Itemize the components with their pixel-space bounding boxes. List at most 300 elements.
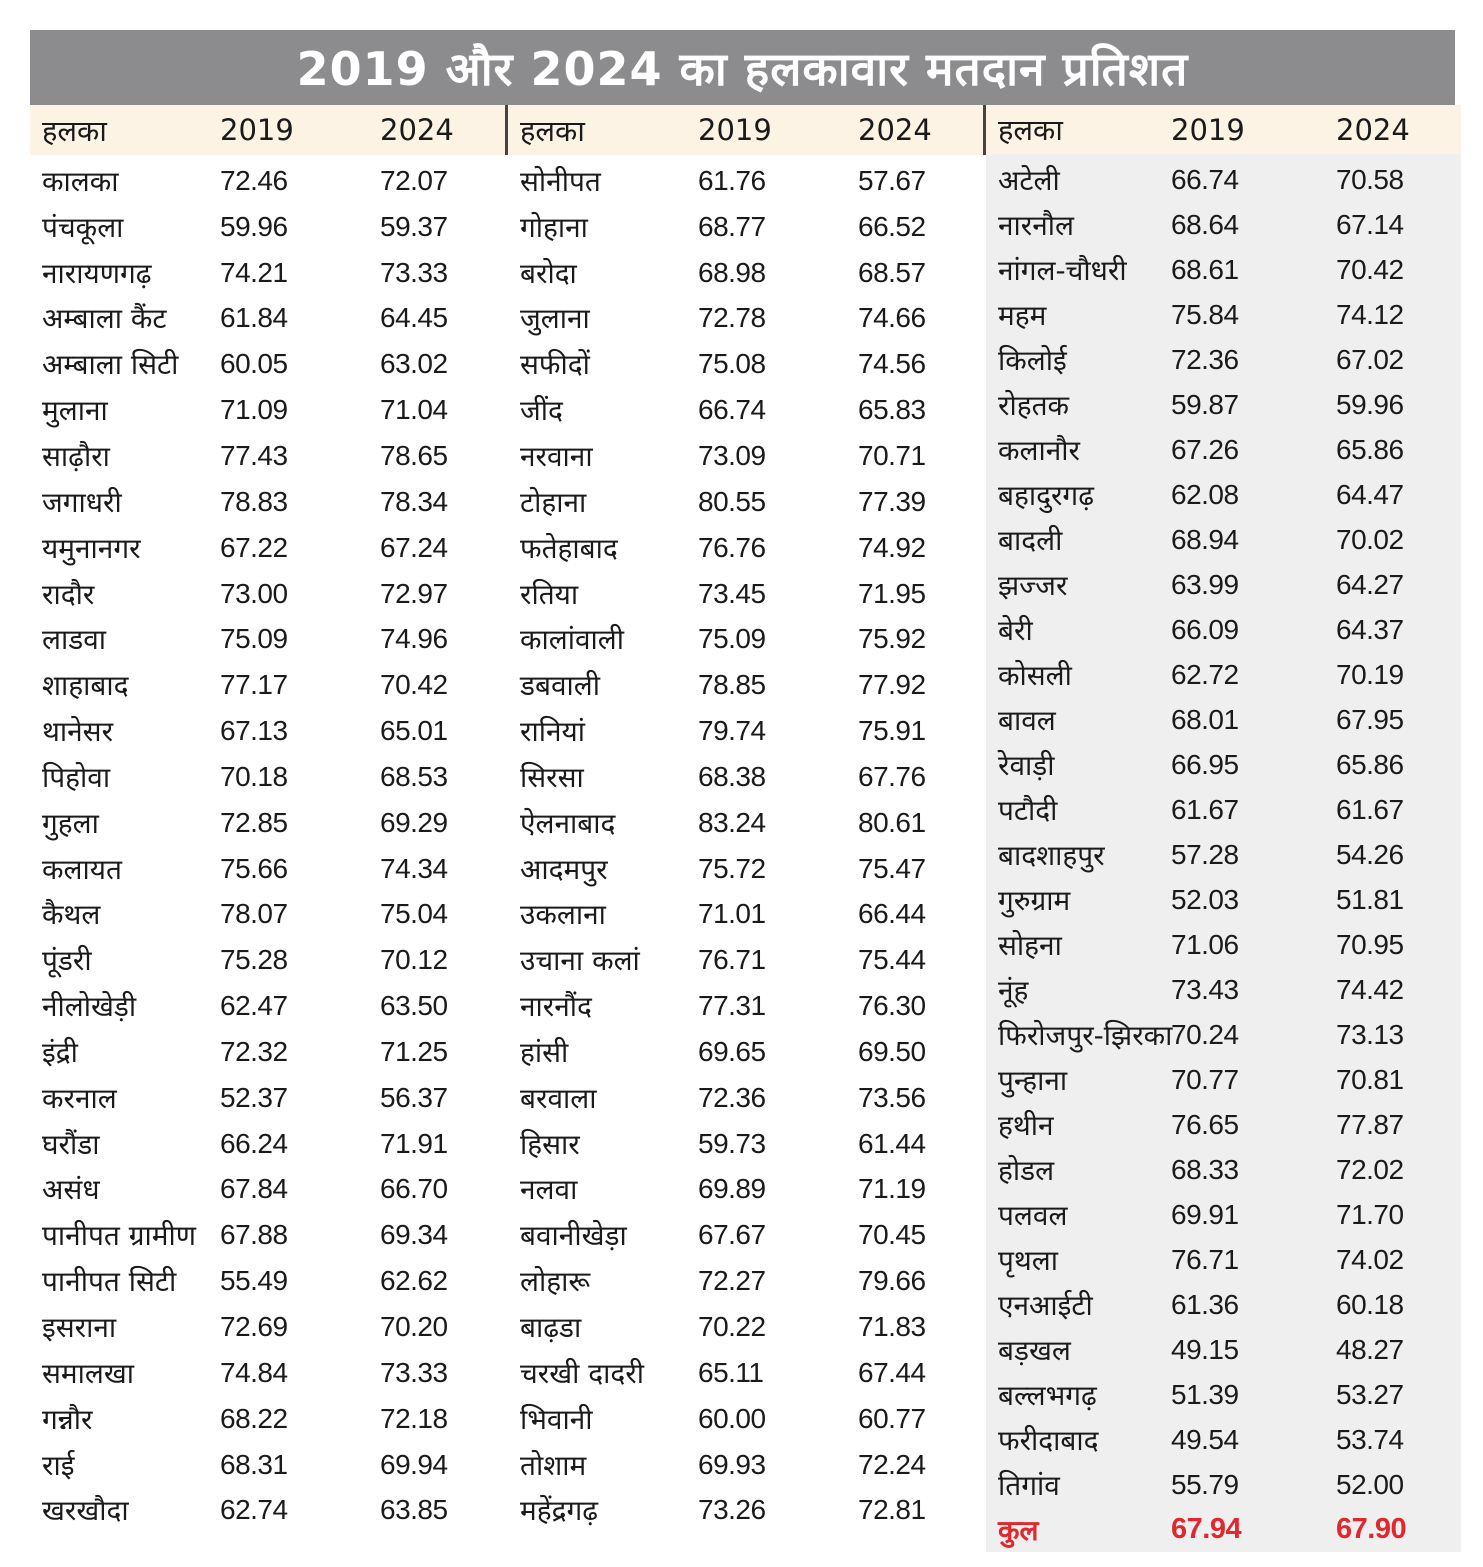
- turnout-2024: 51.81: [1336, 883, 1404, 915]
- turnout-2024: 71.04: [380, 394, 448, 426]
- turnout-2024: 63.85: [380, 1494, 448, 1526]
- constituency-name: लोहारू: [520, 1265, 591, 1299]
- turnout-2019: 76.65: [1171, 1108, 1239, 1140]
- turnout-2019: 75.08: [698, 348, 766, 380]
- constituency-name: पृथला: [998, 1243, 1059, 1277]
- constituency-name: हांसी: [520, 1035, 569, 1069]
- table-row: [30, 250, 508, 296]
- table-row: [30, 983, 508, 1029]
- constituency-name: जींद: [520, 394, 563, 428]
- turnout-2024: 71.25: [380, 1035, 448, 1067]
- constituency-name: नलवा: [520, 1173, 578, 1207]
- turnout-2024: 65.01: [380, 715, 448, 747]
- turnout-2019: 51.39: [1171, 1378, 1239, 1410]
- turnout-2019: 73.45: [698, 577, 766, 609]
- table-row: [508, 846, 986, 892]
- turnout-2019: 67.88: [220, 1219, 288, 1251]
- turnout-2019: 76.71: [1171, 1243, 1239, 1275]
- total-2019: 67.94: [1171, 1513, 1242, 1546]
- constituency-name: बरवाला: [520, 1081, 597, 1115]
- turnout-2024: 53.74: [1336, 1423, 1404, 1455]
- table-row: [986, 1372, 1461, 1417]
- constituency-name: अम्बाला सिटी: [42, 348, 179, 382]
- turnout-2024: 63.02: [380, 348, 448, 380]
- constituency-name: आदमपुर: [520, 852, 608, 886]
- column-1: [30, 105, 508, 1552]
- turnout-2024: 64.45: [380, 302, 448, 334]
- constituency-name: इंद्री: [42, 1035, 78, 1069]
- constituency-name: उकलाना: [520, 898, 606, 932]
- constituency-name: भिवानी: [520, 1402, 593, 1436]
- turnout-2019: 59.87: [1171, 388, 1239, 420]
- turnout-table: [30, 30, 1455, 1552]
- turnout-2024: 75.92: [858, 623, 926, 655]
- table-row: [30, 296, 508, 342]
- turnout-2019: 72.27: [698, 1265, 766, 1297]
- turnout-2019: 68.33: [1171, 1153, 1239, 1185]
- turnout-2024: 74.34: [380, 852, 448, 884]
- table-row: [986, 562, 1461, 607]
- turnout-2019: 59.73: [698, 1127, 766, 1159]
- table-row: [986, 427, 1461, 472]
- turnout-2024: 71.70: [1336, 1198, 1404, 1230]
- constituency-name: महम: [998, 298, 1047, 332]
- turnout-2019: 67.84: [220, 1173, 288, 1205]
- turnout-2019: 72.69: [220, 1311, 288, 1343]
- turnout-2024: 60.18: [1336, 1288, 1404, 1320]
- turnout-2019: 75.09: [220, 623, 288, 655]
- table-row: [508, 387, 986, 433]
- turnout-2019: 69.93: [698, 1448, 766, 1480]
- constituency-name: नूंह: [998, 973, 1029, 1007]
- turnout-2019: 72.85: [220, 806, 288, 838]
- constituency-name: गुरुग्राम: [998, 883, 1071, 917]
- constituency-name: नारनौल: [998, 208, 1075, 242]
- constituency-name: इसराना: [42, 1311, 117, 1345]
- turnout-2019: 52.37: [220, 1081, 288, 1113]
- table-row: [30, 708, 508, 754]
- constituency-name: कलानौर: [998, 433, 1080, 467]
- constituency-name: खरखौदा: [42, 1494, 129, 1528]
- turnout-2024: 73.13: [1336, 1018, 1404, 1050]
- constituency-name: महेंद्रगढ़: [520, 1494, 599, 1528]
- turnout-2024: 80.61: [858, 806, 926, 838]
- turnout-2024: 67.14: [1336, 208, 1404, 240]
- turnout-2024: 74.66: [858, 302, 926, 334]
- table-row: [986, 382, 1461, 427]
- turnout-2019: 70.18: [220, 760, 288, 792]
- turnout-2024: 72.24: [858, 1448, 926, 1480]
- table-columns: [30, 105, 1455, 1552]
- constituency-name: बल्लभगढ़: [998, 1378, 1097, 1412]
- turnout-2024: 61.67: [1336, 793, 1404, 825]
- total-2024: 67.90: [1336, 1513, 1407, 1546]
- constituency-name: पटौदी: [998, 793, 1058, 827]
- table-row: [30, 525, 508, 571]
- constituency-name: गुहला: [42, 806, 99, 840]
- turnout-2024: 48.27: [1336, 1333, 1404, 1365]
- turnout-2019: 59.96: [220, 210, 288, 242]
- turnout-2019: 71.09: [220, 394, 288, 426]
- table-row: [508, 1075, 986, 1121]
- header-2019: 2019: [1171, 112, 1245, 147]
- table-row: [30, 204, 508, 250]
- constituency-name: बादशाहपुर: [998, 838, 1105, 872]
- table-row: [508, 1258, 986, 1304]
- turnout-2019: 67.26: [1171, 433, 1239, 465]
- turnout-2019: 75.84: [1171, 298, 1239, 330]
- turnout-2024: 57.67: [858, 164, 926, 196]
- constituency-name: शाहाबाद: [42, 669, 129, 703]
- turnout-2024: 61.44: [858, 1127, 926, 1159]
- table-row: [508, 1396, 986, 1442]
- turnout-2019: 60.00: [698, 1402, 766, 1434]
- turnout-2019: 66.95: [1171, 748, 1239, 780]
- constituency-name: तोशाम: [520, 1448, 587, 1482]
- turnout-2024: 62.62: [380, 1265, 448, 1297]
- constituency-name: गन्नौर: [42, 1402, 93, 1436]
- constituency-name: बरोदा: [520, 256, 577, 290]
- table-row: [508, 708, 986, 754]
- turnout-2024: 70.81: [1336, 1063, 1404, 1095]
- turnout-2024: 65.86: [1336, 748, 1404, 780]
- constituency-name: जुलाना: [520, 302, 590, 336]
- table-row: [508, 754, 986, 800]
- table-row: [986, 337, 1461, 382]
- constituency-name: चरखी दादरी: [520, 1356, 644, 1390]
- turnout-2024: 73.56: [858, 1081, 926, 1113]
- turnout-2024: 72.07: [380, 164, 448, 196]
- turnout-2024: 77.92: [858, 669, 926, 701]
- turnout-2024: 70.12: [380, 944, 448, 976]
- constituency-name: उचाना कलां: [520, 944, 640, 978]
- turnout-2024: 70.95: [1336, 928, 1404, 960]
- turnout-2019: 68.31: [220, 1448, 288, 1480]
- table-row: [986, 922, 1461, 967]
- table-row: [986, 292, 1461, 337]
- table-row: [508, 479, 986, 525]
- table-row: [508, 1029, 986, 1075]
- table-row: [508, 983, 986, 1029]
- turnout-2024: 71.19: [858, 1173, 926, 1205]
- turnout-2019: 71.01: [698, 898, 766, 930]
- column-header: [986, 105, 1461, 154]
- turnout-2019: 67.13: [220, 715, 288, 747]
- turnout-2024: 69.29: [380, 806, 448, 838]
- turnout-2019: 73.09: [698, 439, 766, 471]
- table-row: [508, 892, 986, 938]
- turnout-2024: 59.37: [380, 210, 448, 242]
- table-row: [508, 341, 986, 387]
- turnout-2024: 64.47: [1336, 478, 1404, 510]
- constituency-name: रेवाड़ी: [998, 748, 1055, 782]
- turnout-2019: 75.66: [220, 852, 288, 884]
- turnout-2019: 66.24: [220, 1127, 288, 1159]
- table-row: [986, 1462, 1461, 1507]
- table-row: [30, 1029, 508, 1075]
- constituency-name: हथीन: [998, 1108, 1054, 1142]
- turnout-2019: 68.64: [1171, 208, 1239, 240]
- turnout-2024: 70.71: [858, 439, 926, 471]
- constituency-name: पुन्हाना: [998, 1063, 1068, 1097]
- turnout-2019: 49.15: [1171, 1333, 1239, 1365]
- table-row: [508, 1304, 986, 1350]
- table-row: [30, 662, 508, 708]
- table-row: [986, 1147, 1461, 1192]
- turnout-2019: 77.31: [698, 990, 766, 1022]
- constituency-name: ऐलनाबाद: [520, 806, 616, 840]
- turnout-2019: 75.72: [698, 852, 766, 884]
- column-rows: [508, 155, 986, 1533]
- turnout-2024: 68.57: [858, 256, 926, 288]
- turnout-2024: 70.20: [380, 1311, 448, 1343]
- turnout-2019: 61.36: [1171, 1288, 1239, 1320]
- turnout-2019: 68.98: [698, 256, 766, 288]
- table-row: [30, 800, 508, 846]
- table-row: [986, 967, 1461, 1012]
- table-row: [30, 1442, 508, 1488]
- column-header: [508, 105, 986, 155]
- turnout-2019: 83.24: [698, 806, 766, 838]
- table-row: [986, 517, 1461, 562]
- table-row: [508, 937, 986, 983]
- constituency-name: घरौंडा: [42, 1127, 100, 1161]
- turnout-2024: 73.33: [380, 256, 448, 288]
- turnout-2019: 68.01: [1171, 703, 1239, 735]
- turnout-2024: 77.39: [858, 485, 926, 517]
- turnout-2019: 70.77: [1171, 1063, 1239, 1095]
- turnout-2024: 74.02: [1336, 1243, 1404, 1275]
- turnout-2019: 62.74: [220, 1494, 288, 1526]
- turnout-2024: 69.94: [380, 1448, 448, 1480]
- constituency-name: टोहाना: [520, 485, 587, 519]
- turnout-2019: 61.84: [220, 302, 288, 334]
- turnout-2019: 62.47: [220, 990, 288, 1022]
- table-row: [30, 387, 508, 433]
- constituency-name: फरीदाबाद: [998, 1423, 1099, 1457]
- table-row: [30, 1350, 508, 1396]
- constituency-name: अटेली: [998, 163, 1060, 197]
- turnout-2019: 68.38: [698, 760, 766, 792]
- constituency-name: रोहतक: [998, 388, 1070, 422]
- table-row: [30, 937, 508, 983]
- table-row: [508, 158, 986, 204]
- turnout-2024: 69.34: [380, 1219, 448, 1251]
- table-row: [30, 158, 508, 204]
- constituency-name: बहादुरगढ़: [998, 478, 1094, 512]
- table-row: [986, 1417, 1461, 1462]
- header-2019: 2019: [698, 113, 772, 147]
- constituency-name: एनआईटी: [998, 1288, 1093, 1322]
- turnout-2024: 74.56: [858, 348, 926, 380]
- turnout-2019: 49.54: [1171, 1423, 1239, 1455]
- turnout-2019: 66.74: [698, 394, 766, 426]
- table-row: [986, 652, 1461, 697]
- turnout-2024: 74.96: [380, 623, 448, 655]
- turnout-2019: 72.78: [698, 302, 766, 334]
- turnout-2024: 72.02: [1336, 1153, 1404, 1185]
- turnout-2024: 54.26: [1336, 838, 1404, 870]
- turnout-2024: 52.00: [1336, 1468, 1404, 1500]
- table-row: [986, 832, 1461, 877]
- constituency-name: पिहोवा: [42, 760, 111, 794]
- constituency-name: रानियां: [520, 715, 585, 749]
- turnout-2024: 67.95: [1336, 703, 1404, 735]
- table-row: [986, 787, 1461, 832]
- constituency-name: हिसार: [520, 1127, 580, 1161]
- turnout-2024: 65.83: [858, 394, 926, 426]
- table-row: [30, 1167, 508, 1213]
- turnout-2019: 73.43: [1171, 973, 1239, 1005]
- turnout-2024: 75.04: [380, 898, 448, 930]
- constituency-name: सिरसा: [520, 760, 584, 794]
- constituency-name: पलवल: [998, 1198, 1068, 1232]
- turnout-2019: 69.89: [698, 1173, 766, 1205]
- constituency-name: राई: [42, 1448, 75, 1482]
- table-row: [30, 1258, 508, 1304]
- constituency-name: सफीदों: [520, 348, 590, 382]
- turnout-2024: 66.70: [380, 1173, 448, 1205]
- constituency-name: करनाल: [42, 1081, 117, 1115]
- table-row: [508, 616, 986, 662]
- constituency-name: गोहाना: [520, 210, 588, 244]
- turnout-2019: 78.07: [220, 898, 288, 930]
- turnout-2019: 70.24: [1171, 1018, 1239, 1050]
- turnout-2024: 65.86: [1336, 433, 1404, 465]
- turnout-2024: 76.30: [858, 990, 926, 1022]
- turnout-2024: 70.42: [1336, 253, 1404, 285]
- table-row: [986, 1192, 1461, 1237]
- constituency-name: पानीपत ग्रामीण: [42, 1219, 196, 1253]
- turnout-2024: 64.37: [1336, 613, 1404, 645]
- turnout-2019: 69.65: [698, 1035, 766, 1067]
- turnout-2019: 75.28: [220, 944, 288, 976]
- table-row: [30, 616, 508, 662]
- table-row: [508, 1167, 986, 1213]
- turnout-2024: 69.50: [858, 1035, 926, 1067]
- table-row: [508, 1442, 986, 1488]
- table-row: [986, 202, 1461, 247]
- turnout-2024: 67.02: [1336, 343, 1404, 375]
- turnout-2019: 76.71: [698, 944, 766, 976]
- table-row: [986, 472, 1461, 517]
- table-row: [986, 247, 1461, 292]
- constituency-name: फिरोजपुर-झिरका: [998, 1018, 1173, 1052]
- table-row: [508, 1487, 986, 1533]
- constituency-name: लाडवा: [42, 623, 107, 657]
- turnout-2024: 66.52: [858, 210, 926, 242]
- table-row: [30, 1121, 508, 1167]
- turnout-2019: 78.83: [220, 485, 288, 517]
- column-3: [986, 105, 1461, 1552]
- total-row: [986, 1507, 1461, 1552]
- constituency-name: सोनीपत: [520, 164, 601, 198]
- table-row: [508, 1350, 986, 1396]
- constituency-name: सोहना: [998, 928, 1062, 962]
- table-row: [30, 846, 508, 892]
- turnout-2019: 72.36: [1171, 343, 1239, 375]
- turnout-2024: 75.91: [858, 715, 926, 747]
- turnout-2019: 57.28: [1171, 838, 1239, 870]
- constituency-name: यमुनानगर: [42, 531, 141, 565]
- constituency-name: नारनौंद: [520, 990, 592, 1024]
- constituency-name: समालखा: [42, 1356, 135, 1390]
- constituency-name: बाढ़डा: [520, 1311, 582, 1345]
- table-row: [30, 433, 508, 479]
- table-row: [508, 296, 986, 342]
- turnout-2024: 71.95: [858, 577, 926, 609]
- turnout-2019: 55.79: [1171, 1468, 1239, 1500]
- column-rows: [30, 155, 508, 1533]
- turnout-2024: 75.44: [858, 944, 926, 976]
- turnout-2019: 77.43: [220, 439, 288, 471]
- constituency-name: पानीपत सिटी: [42, 1265, 177, 1299]
- turnout-2019: 70.22: [698, 1311, 766, 1343]
- total-label: कुल: [998, 1513, 1039, 1547]
- turnout-2019: 80.55: [698, 485, 766, 517]
- table-row: [986, 1057, 1461, 1102]
- constituency-name: कालांवाली: [520, 623, 625, 657]
- constituency-name: फतेहाबाद: [520, 531, 618, 565]
- constituency-name: बेरी: [998, 613, 1033, 647]
- constituency-name: साढ़ौरा: [42, 439, 110, 473]
- header-2024: 2024: [1336, 112, 1410, 147]
- constituency-name: डबवाली: [520, 669, 601, 703]
- turnout-2019: 78.85: [698, 669, 766, 701]
- table-row: [30, 479, 508, 525]
- turnout-2024: 67.24: [380, 531, 448, 563]
- table-row: [508, 662, 986, 708]
- turnout-2024: 59.96: [1336, 388, 1404, 420]
- turnout-2024: 53.27: [1336, 1378, 1404, 1410]
- constituency-name: थानेसर: [42, 715, 114, 749]
- column-header: [30, 105, 508, 155]
- turnout-2019: 74.84: [220, 1356, 288, 1388]
- turnout-2019: 73.26: [698, 1494, 766, 1526]
- constituency-name: कलायत: [42, 852, 122, 886]
- turnout-2024: 78.34: [380, 485, 448, 517]
- turnout-2024: 70.45: [858, 1219, 926, 1251]
- turnout-2019: 68.94: [1171, 523, 1239, 555]
- constituency-name: बादली: [998, 523, 1063, 557]
- turnout-2024: 70.58: [1336, 163, 1404, 195]
- table-row: [508, 433, 986, 479]
- turnout-2019: 67.67: [698, 1219, 766, 1251]
- turnout-2024: 72.97: [380, 577, 448, 609]
- turnout-2024: 73.33: [380, 1356, 448, 1388]
- header-2019: 2019: [220, 113, 294, 147]
- turnout-2024: 75.47: [858, 852, 926, 884]
- table-row: [508, 525, 986, 571]
- table-row: [30, 892, 508, 938]
- table-row: [986, 607, 1461, 652]
- turnout-2019: 71.06: [1171, 928, 1239, 960]
- header-constituency: हलका: [998, 113, 1063, 148]
- turnout-2019: 74.21: [220, 256, 288, 288]
- turnout-2024: 56.37: [380, 1081, 448, 1113]
- turnout-2024: 70.19: [1336, 658, 1404, 690]
- turnout-2024: 72.18: [380, 1402, 448, 1434]
- turnout-2019: 72.36: [698, 1081, 766, 1113]
- turnout-2024: 74.12: [1336, 298, 1404, 330]
- table-row: [986, 157, 1461, 202]
- turnout-2019: 65.11: [698, 1356, 764, 1388]
- column-rows: [986, 154, 1461, 1507]
- turnout-2024: 68.53: [380, 760, 448, 792]
- turnout-2024: 64.27: [1336, 568, 1404, 600]
- table-row: [30, 1396, 508, 1442]
- turnout-2019: 76.76: [698, 531, 766, 563]
